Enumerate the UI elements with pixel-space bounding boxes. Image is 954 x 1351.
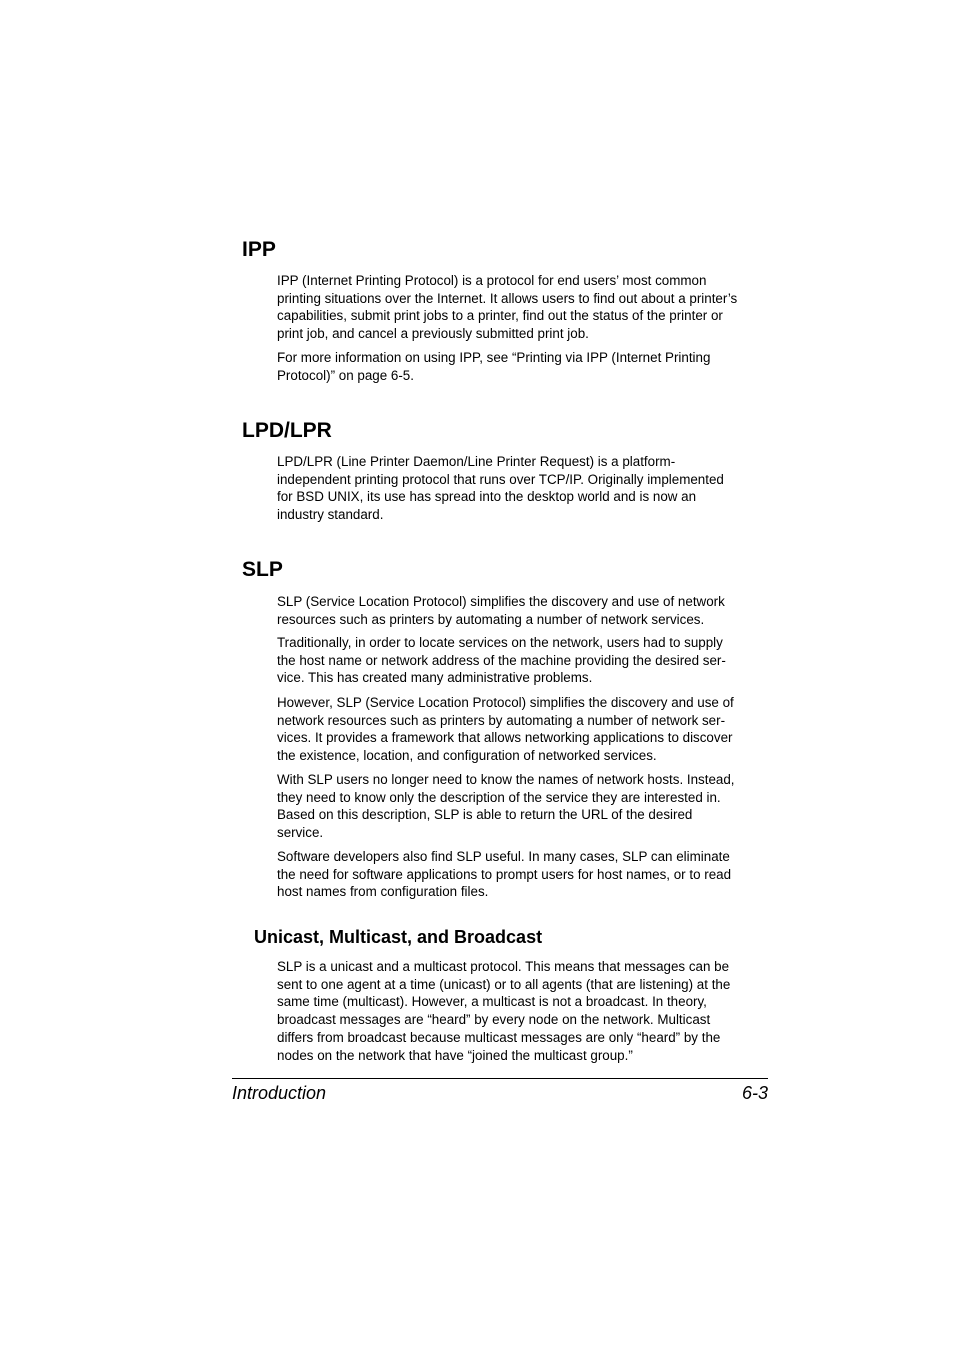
text-line: LPD/LPR (Line Printer Daemon/Line Printer Request) is a platform- — [277, 454, 676, 469]
text-line: sent to one agent at a time (unicast) or to all agents (that are listening) at the — [277, 976, 731, 992]
text-line: nodes on the network that have “joined the multicast group.” — [277, 1047, 633, 1063]
text-line: the host name or network address of the machine providing the desired ser- — [277, 652, 726, 668]
text-line: broadcast messages are “heard” by every node on the network. Multicast — [277, 1012, 711, 1028]
text-line: However, SLP (Service Location Protocol) simplifies the discovery and use of — [277, 695, 734, 710]
text-line: the need for software applications to prompt users for host names, or to read — [277, 866, 732, 882]
text-line: for BSD UNIX, its use has spread into the desktop world and is now an — [277, 489, 697, 505]
unicast-paragraph-1 — [277, 958, 769, 1064]
text-line: Protocol)” on page 6-5. — [277, 367, 414, 383]
text-line: vice. This has created many administrative problems. — [277, 670, 593, 686]
text-line: resources such as printers by automating a number of network services. — [277, 611, 705, 627]
ipp-paragraph-1 — [277, 272, 769, 343]
text-line: Traditionally, in order to locate services on the network, users had to supply — [277, 635, 723, 650]
text-line: same time (multicast). However, a multicast is not a broadcast. In theory, — [277, 994, 707, 1010]
lpd-lpr-heading: LPD/LPR — [242, 419, 332, 442]
slp-paragraph-5 — [277, 848, 769, 901]
text-line: the existence, location, and configuration of networked services. — [277, 748, 657, 764]
slp-paragraph-4 — [277, 771, 769, 842]
text-line: Software developers also find SLP useful. In many cases, SLP can eliminate — [277, 849, 730, 864]
footer-chapter-title: Introduction — [232, 1083, 327, 1103]
text-line: industry standard. — [277, 507, 384, 523]
text-line: IPP (Internet Printing Protocol) is a protocol for end users’ most common — [277, 273, 707, 288]
slp-paragraph-2 — [277, 634, 769, 687]
text-line: print job, and cancel a previously submitted print job. — [277, 326, 589, 342]
slp-paragraph-1 — [277, 593, 769, 628]
text-line: service. — [277, 825, 324, 841]
text-line: network resources such as printers by automating a number of network ser- — [277, 712, 726, 728]
text-line: capabilities, submit print jobs to a printer, find out the status of the printer or — [277, 308, 723, 324]
footer-page-number: 6-3 — [741, 1083, 768, 1103]
text-line: With SLP users no longer need to know the names of network hosts. Instead, — [277, 772, 735, 787]
slp-heading: SLP — [242, 558, 283, 581]
text-line: printing situations over the Internet. It allows users to find out about a printer’s — [277, 290, 738, 306]
text-line: SLP is a unicast and a multicast protocol. This means that messages can be — [277, 959, 730, 974]
text-line: For more information on using IPP, see “Printing via IPP (Internet Printing — [277, 350, 711, 365]
ipp-paragraph-2 — [277, 349, 769, 384]
text-line: vices. It provides a framework that allows networking applications to discover — [277, 730, 733, 746]
text-line: differs from broadcast because multicast messages are only “heard” by the — [277, 1029, 721, 1045]
lpd-lpr-paragraph-1 — [277, 453, 769, 524]
text-line: they need to know only the description of the service they are interested in. — [277, 789, 721, 805]
text-line: independent printing protocol that runs over TCP/IP. Originally implemented — [277, 471, 724, 487]
text-line: SLP (Service Location Protocol) simplifies the discovery and use of network — [277, 594, 725, 609]
ipp-heading: IPP — [242, 238, 276, 261]
text-line: Based on this description, SLP is able to return the URL of the desired — [277, 807, 693, 823]
unicast-multicast-broadcast-heading: Unicast, Multicast, and Broadcast — [254, 927, 543, 947]
footer-divider — [232, 1078, 768, 1079]
text-line: host names from configuration files. — [277, 884, 489, 900]
slp-paragraph-3 — [277, 694, 769, 765]
